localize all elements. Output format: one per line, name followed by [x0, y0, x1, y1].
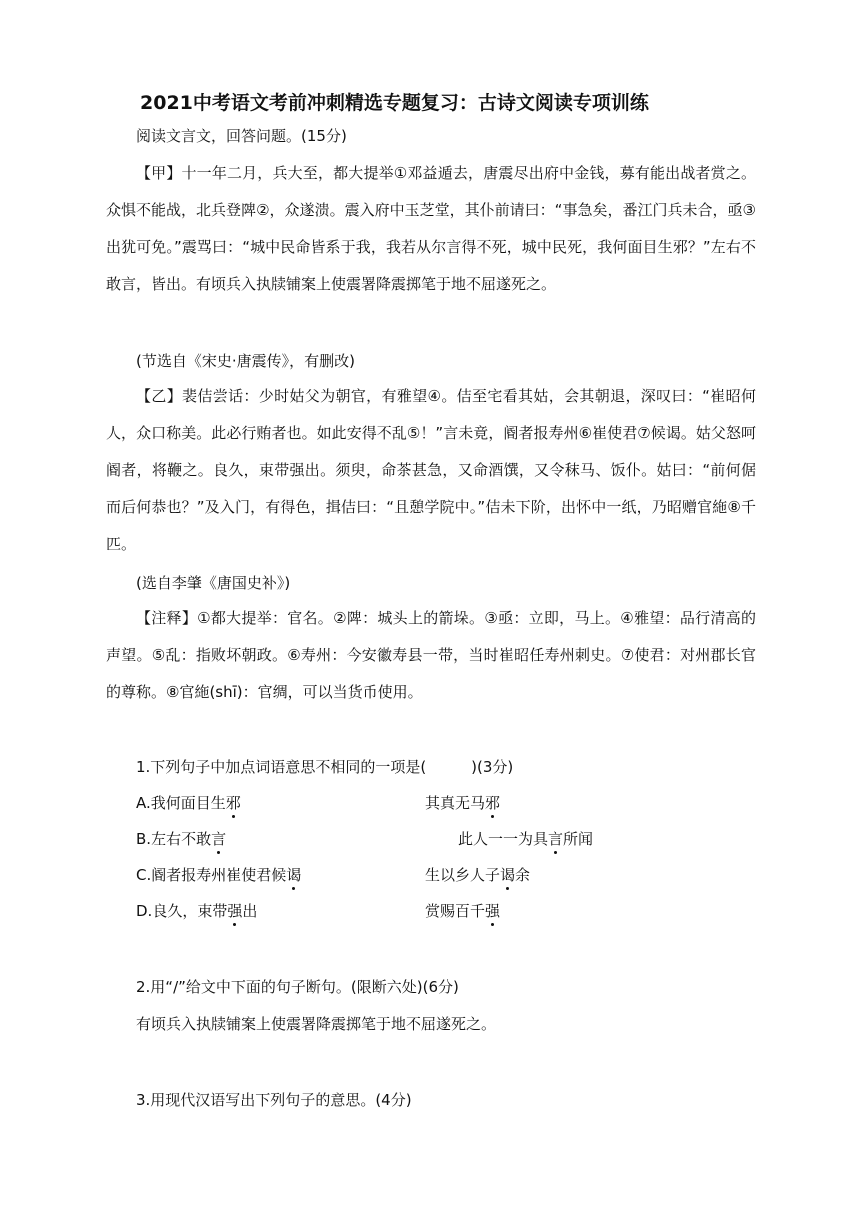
option-label: A.	[136, 794, 151, 812]
option-label: B.	[136, 830, 152, 848]
question-2-sentence: 有顷兵入执牍铺案上使震署降震掷笔于地不屈遂死之。	[136, 1015, 497, 1033]
passage-a: 【甲】十一年二月，兵大至，都大提举①邓益遁去，唐震尽出府中金钱，募有能出战者赏之。众惧不能战，北兵登陴②，众遂溃。震入府中玉芝堂，其仆前请曰：“事急矣，番江门兵未合，亟③出犹可免。”震骂曰：“城中民命皆系于我，我若从尔言得不死，城中民死，我何面目生邪？”左右不敢言，皆出。有顷兵入执牍铺案上使震署降震掷笔于地不屈遂死之。	[106, 164, 756, 293]
source-b: (选自李肇《唐国史补》)	[136, 574, 291, 592]
option-label: C.	[136, 866, 152, 884]
option-a-right: 其真无马邪	[425, 794, 501, 812]
dotted-word: 强	[485, 902, 501, 920]
annotation-notes: 【注释】①都大提举：官名。②陴：城头上的箭垛。③亟：立即，马上。④雅望：品行清高的声望。⑤乱：指败坏朝政。⑥寿州：今安徽寿县一带，当时崔昭任寿州刺史。⑦使君：对州郡长官的尊称。⑧官絁(shī)：官绸，可以当货币使用。	[106, 609, 756, 701]
passage-b: 【乙】裴佶尝话：少时姑父为朝官，有雅望④。佶至宅看其姑，会其朝退，深叹曰：“崔昭何人，众口称美。此必行贿者也。如此安得不乱⑤！”言未竟，阍者报寿州⑥崔使君⑦候谒。姑父怒呵阍者，将鞭之。良久，束带强出。须臾，命茶甚急，又命酒馔，又令秣马、饭仆。姑曰：“前何倨而后何恭也？”及入门，有得色，揖佶曰：“且憩学院中。”佶未下阶，出怀中一纸，乃昭赠官絁⑧千匹。	[106, 387, 756, 553]
option-d-left: D.良久，束带强出	[136, 902, 258, 920]
dotted-word: 邪	[225, 794, 241, 812]
source-a: (节选自《宋史·唐震传》，有删改)	[136, 352, 355, 370]
option-d-right: 赏赐百千强	[425, 902, 501, 920]
option-b-left: B.左右不敢言	[136, 830, 227, 848]
document-title: 2021中考语文考前冲刺精选专题复习：古诗文阅读专项训练	[140, 92, 649, 114]
option-a-left: A.我何面目生邪	[136, 794, 241, 812]
dotted-word: 强	[227, 902, 243, 920]
dotted-word: 谒	[500, 866, 516, 884]
dotted-word: 言	[548, 830, 564, 848]
option-b-right: 此人一一为具言所闻	[458, 830, 594, 848]
instruction: 阅读文言文，回答问题。(15分)	[136, 127, 347, 145]
question-3-stem: 3.用现代汉语写出下列句子的意思。(4分)	[136, 1091, 412, 1109]
dotted-word: 言	[211, 830, 227, 848]
dotted-word: 谒	[286, 866, 302, 884]
dotted-word: 邪	[485, 794, 501, 812]
option-c-left: C.阍者报寿州崔使君候谒	[136, 866, 302, 884]
question-2-stem: 2.用“/”给文中下面的句子断句。(限断六处)(6分)	[136, 978, 459, 996]
question-1-stem: 1.下列句子中加点词语意思不相同的一项是( )(3分)	[136, 758, 514, 776]
option-label: D.	[136, 902, 153, 920]
option-c-right: 生以乡人子谒余	[425, 866, 531, 884]
